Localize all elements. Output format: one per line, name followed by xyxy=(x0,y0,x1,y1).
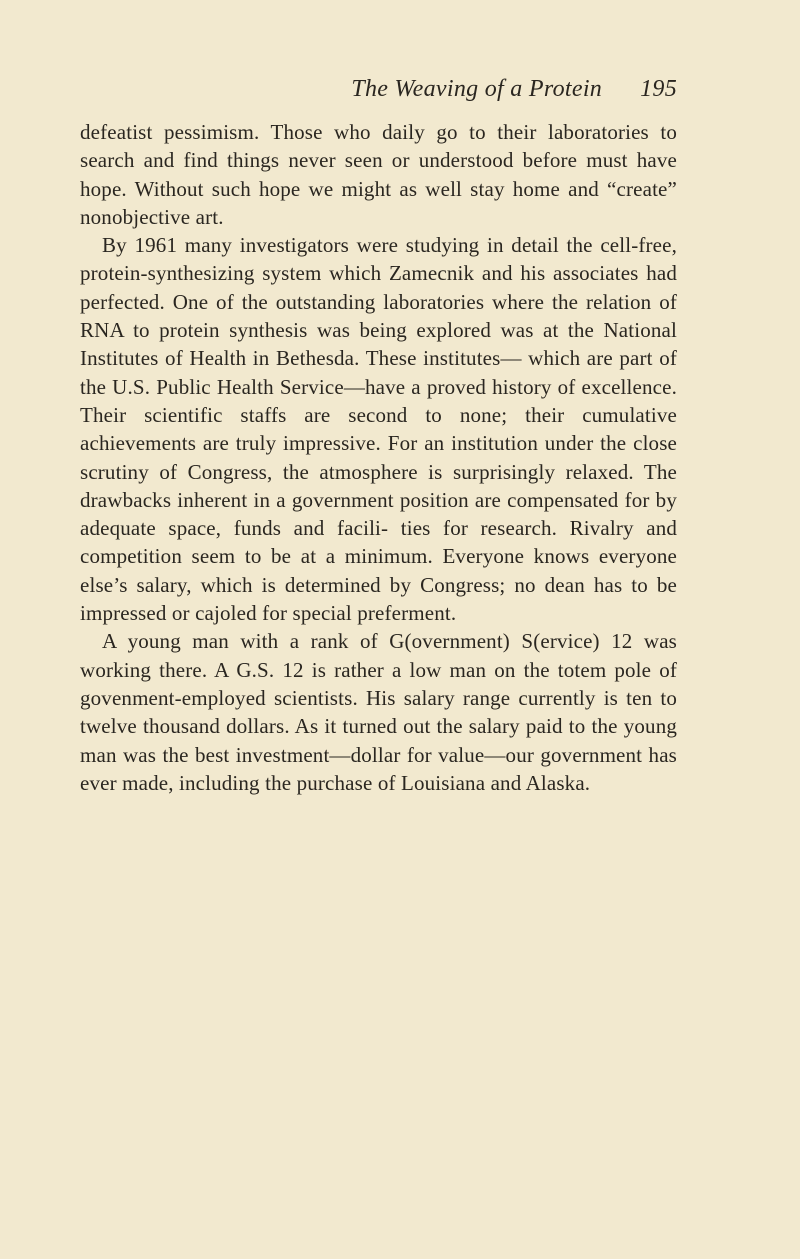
page-number: 195 xyxy=(640,76,677,102)
paragraph-young-man: A young man with a rank of G(overnment) S(ervice) 12 was working there. A G.S. 12 is rather a low man on the totem pole of govenment-employed scientists. His salary range currently is ten to twelve thousand dollars. As it turned out the salary paid to the young man was the best investment—dollar for value—our government has ever made, including the purchase of Louisiana and Alaska. xyxy=(80,629,677,795)
paragraph-nih: By 1961 many investigators were studying in detail the cell-free, protein-synthesizing system which Zamecnik and his associates had perfected. One of the outstanding laboratories where the relation of RNA to protein synthesis was being explored was at the National Institutes of Health in Bethesda. These institutes— which are part of the U.S. Public Health Service—have a proved history of excellence. Their scientific staffs are second to none; their cumulative achievements are truly impressive. For an institution under the close scrutiny of Congress, the atmosphere is surprisingly relaxed. The drawbacks inherent in a government position are compensated for by adequate space, funds and facili- ties for research. Rivalry and competition seem to be at a minimum. Everyone knows everyone else’s salary, which is determined by Congress; no dean has to be impressed or cajoled for special preferment. xyxy=(80,233,677,626)
running-head-title: The Weaving of a Protein xyxy=(351,76,603,102)
running-head xyxy=(80,76,677,112)
body-text xyxy=(80,118,677,797)
paragraph-continuation: defeatist pessimism. Those who daily go to their laboratories to search and find things never seen or understood before must have hope. Without such hope we might as well stay home and “create” nonobjective art. xyxy=(80,120,677,229)
